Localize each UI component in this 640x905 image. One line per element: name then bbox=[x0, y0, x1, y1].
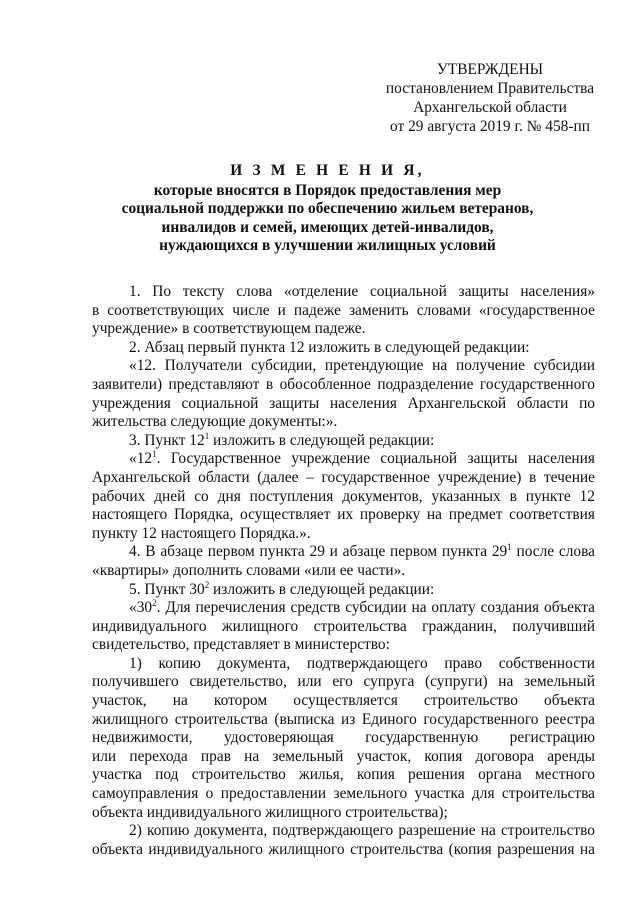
text-fragment: изложить в следующей редакции: bbox=[209, 431, 435, 449]
text-line: заявители) представляют в обособленное подразделение государственного bbox=[92, 375, 595, 393]
text-line: пункту 12 настоящего Порядка.». bbox=[92, 524, 311, 542]
text-line: 2. Абзац первый пункта 12 изложить в следующей редакции: bbox=[129, 338, 530, 356]
text-fragment: «12 bbox=[129, 450, 153, 468]
text-line: 1. По тексту слова «отделение социальной защиты населения» bbox=[129, 283, 595, 300]
text-line: рабочих дней со дня поступления документов, указанных в пункте 12 bbox=[92, 487, 595, 505]
approval-line: постановлением Правительства bbox=[385, 80, 595, 97]
text-line: 1) копию документа, подтверждающего право собственности bbox=[129, 654, 595, 672]
text-line bbox=[92, 450, 595, 469]
title-heading: И З М Е Н Е Н И Я, bbox=[230, 162, 425, 179]
approval-stamp bbox=[370, 60, 610, 136]
superscript: 1 bbox=[152, 450, 157, 460]
text-line: «12. Получатели субсидии, претендующие на получение субсидии bbox=[129, 357, 595, 375]
document-title bbox=[60, 162, 595, 256]
approval-date: от 29 августа 2019 г. № 458-пп bbox=[390, 118, 590, 135]
title-line: нуждающихся в улучшении жилищных условий bbox=[159, 237, 496, 254]
text-line: Архангельской области (далее – государственное учреждение) в течение bbox=[92, 468, 595, 486]
text-fragment: 3. Пункт 12 bbox=[129, 431, 205, 449]
text-line: свидетельство, представляет в министерство: bbox=[92, 636, 390, 654]
text-fragment: 5. Пункт 30 bbox=[129, 580, 205, 598]
superscript: 1 bbox=[204, 430, 210, 441]
text-line: в соответствующих числе и падеже заменить словами «государственное bbox=[92, 301, 595, 319]
text-fragment: изложить в следующей редакции: bbox=[209, 580, 435, 598]
text-line: жилищного строительства (выписка из Единого государственного реестра bbox=[92, 710, 595, 728]
approval-title: УТВЕРЖДЕНЫ bbox=[436, 61, 544, 78]
text-fragment: «30 bbox=[129, 599, 153, 617]
superscript: 2 bbox=[204, 579, 210, 590]
text-line: 2) копию документа, подтверждающего разрешение на строительство bbox=[129, 822, 595, 840]
text-line bbox=[92, 599, 595, 618]
text-line bbox=[92, 543, 595, 562]
text-line: участка под строительство жилья, копия решения органа местного bbox=[92, 766, 595, 784]
superscript: 2 bbox=[152, 599, 157, 609]
text-line: «квартиры» дополнить словами «или ее части». bbox=[92, 561, 406, 579]
text-line: объекта индивидуального жилищного строительства); bbox=[92, 803, 448, 821]
text-fragment: после слова bbox=[511, 543, 595, 561]
text-fragment: . Государственное учреждение социальной защиты населения bbox=[156, 450, 595, 468]
text-line: настоящего Порядка, осуществляет их проверку на предмет соответствия bbox=[92, 506, 595, 524]
text-line: недвижимости, удостоверяющая государственную регистрацию bbox=[92, 729, 595, 747]
superscript: 1 bbox=[507, 543, 512, 553]
text-line: индивидуального жилищного строительства гражданин, получивший bbox=[92, 617, 595, 635]
text-line: получившего свидетельство, или его супруга (супруги) на земельный bbox=[92, 673, 595, 691]
document-body bbox=[92, 283, 595, 859]
text-fragment: . Для перечисления средств субсидии на оплату создания объекта bbox=[156, 599, 595, 617]
title-line: которые вносятся в Порядок предоставления мер bbox=[153, 181, 502, 199]
text-line: участок, на котором осуществляется строительство объекта bbox=[92, 692, 595, 710]
approval-line: Архангельской области bbox=[413, 99, 567, 116]
title-line: социальной поддержки по обеспечению жильем ветеранов, bbox=[121, 200, 534, 217]
text-line: самоуправления о предоставлении земельного участка для строительства bbox=[92, 785, 595, 803]
text-line: учреждения социальной защиты населения Архангельской области по bbox=[92, 394, 595, 412]
text-line bbox=[92, 581, 595, 600]
text-line: жительства следующие документы:». bbox=[92, 413, 338, 431]
text-line: или перехода прав на земельный участок, копия договора аренды bbox=[92, 747, 595, 765]
text-line: объекта индивидуального жилищного строительства (копия разрешения на bbox=[92, 840, 595, 858]
text-line bbox=[92, 432, 595, 451]
text-fragment: 4. В абзаце первом пункта 29 и абзаце первом пункта 29 bbox=[129, 543, 508, 561]
title-line: инвалидов и семей, имеющих детей-инвалидов, bbox=[161, 218, 494, 236]
text-line: учреждение» в соответствующем падеже. bbox=[92, 320, 366, 338]
